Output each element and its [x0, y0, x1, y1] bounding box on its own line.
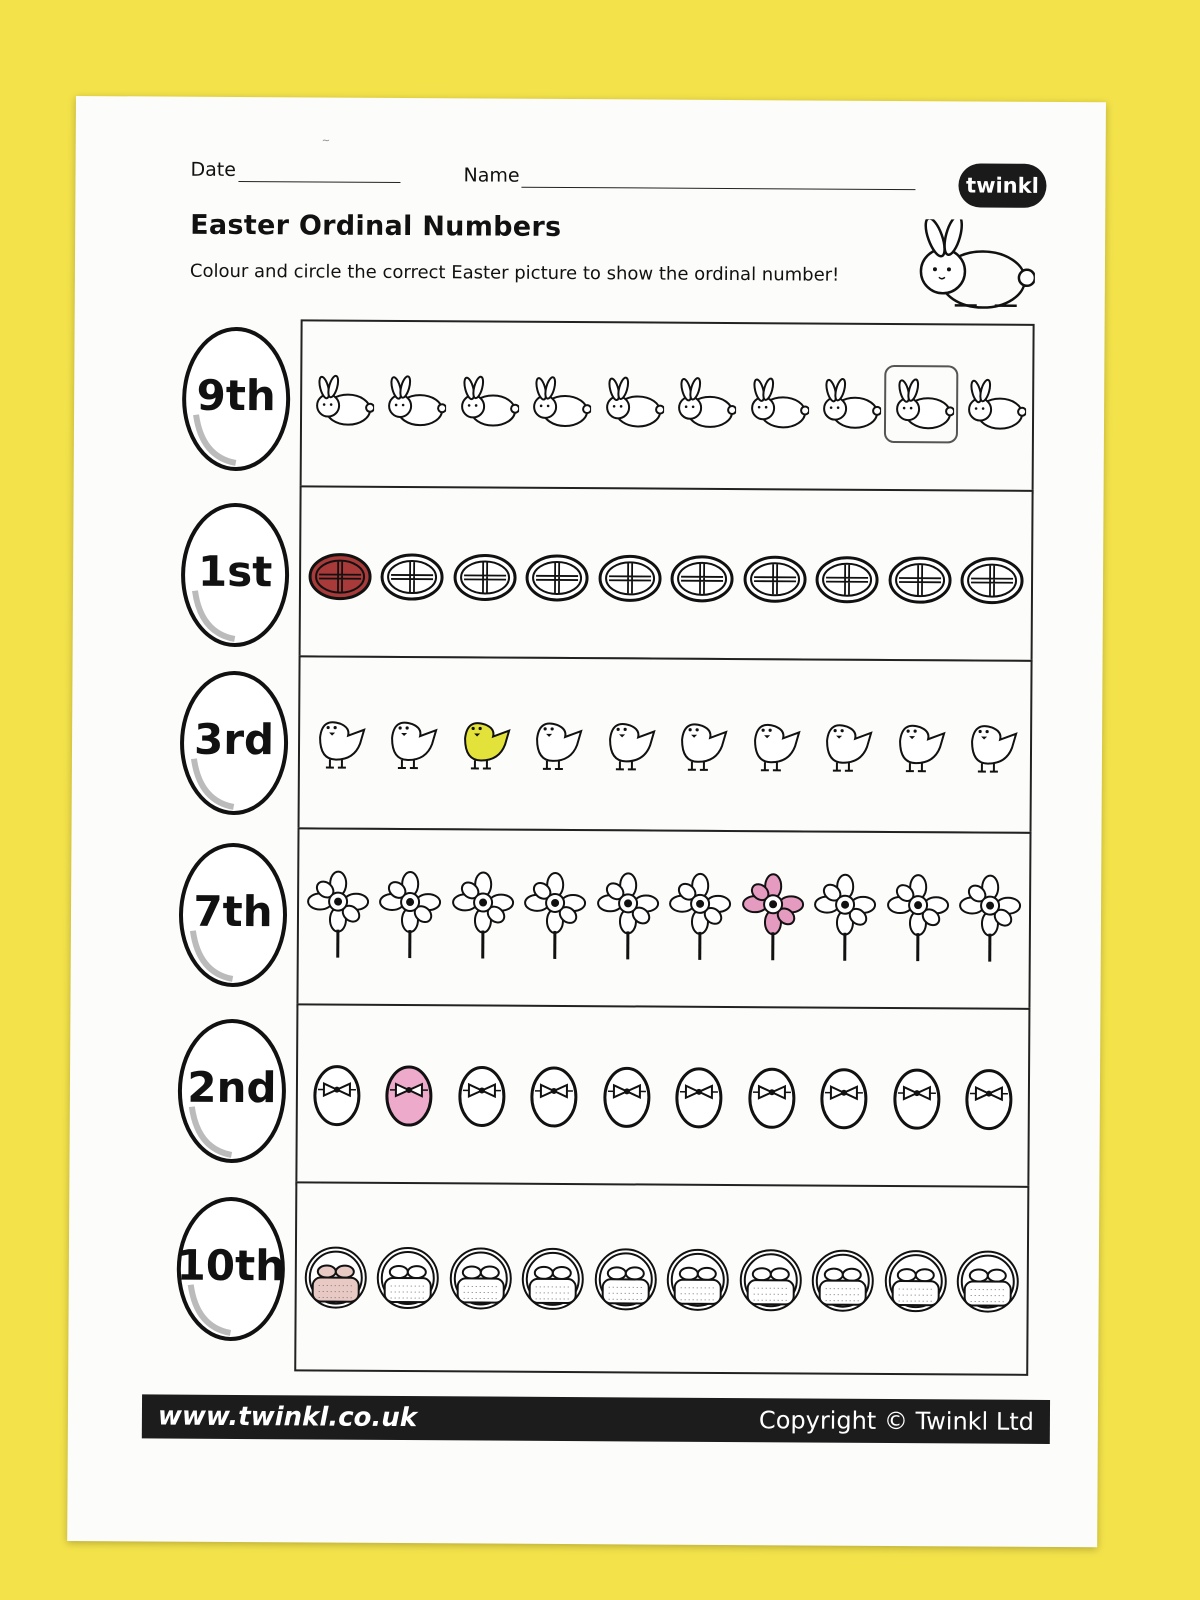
ordinal-label: 3rd: [193, 714, 275, 765]
basket-icon[interactable]: [810, 1243, 876, 1313]
daffodil-icon[interactable]: [884, 873, 951, 963]
bunny-icon[interactable]: [453, 366, 519, 436]
worksheet-title: Easter Ordinal Numbers: [190, 209, 562, 243]
name-field[interactable]: [521, 187, 915, 190]
chick-icon[interactable]: [306, 701, 372, 771]
hot-cross-bun-icon[interactable]: [452, 542, 518, 612]
row-3: [172, 663, 1033, 820]
easter-egg-icon[interactable]: [304, 1059, 370, 1129]
easter-egg-icon[interactable]: [449, 1060, 515, 1130]
hot-cross-bun-icon[interactable]: [959, 545, 1025, 615]
hot-cross-bun-icon[interactable]: [814, 545, 880, 615]
name-label: Name: [463, 164, 520, 187]
picture-row-box: [296, 827, 1031, 1011]
twinkl-logo: twinkl: [958, 163, 1046, 208]
pencil-scribble: ~: [321, 135, 331, 147]
easter-egg-icon[interactable]: [956, 1063, 1022, 1133]
daffodil-icon[interactable]: [305, 869, 372, 959]
instruction-text: Colour and circle the correct Easter picture to show the ordinal number!: [189, 260, 840, 286]
ordinal-label: 1st: [197, 546, 273, 597]
bunny-icon[interactable]: [887, 369, 953, 439]
row-1: [174, 319, 1035, 476]
easter-egg-icon[interactable]: [883, 1063, 949, 1133]
daffodil-icon[interactable]: [667, 872, 734, 962]
easter-egg-icon[interactable]: [666, 1062, 732, 1132]
picture-set: [303, 1239, 1021, 1313]
chick-icon[interactable]: [523, 703, 589, 773]
date-label: Date: [190, 158, 237, 181]
worksheet: [67, 96, 1106, 1547]
picture-row-box: [300, 319, 1035, 493]
bunny-icon[interactable]: [815, 369, 881, 439]
hot-cross-bun-icon[interactable]: [886, 545, 952, 615]
daffodil-icon[interactable]: [522, 871, 589, 961]
picture-set: [307, 541, 1025, 615]
chick-icon[interactable]: [813, 705, 879, 775]
bunny-icon[interactable]: [960, 369, 1026, 439]
hot-cross-bun-icon[interactable]: [524, 543, 590, 613]
picture-row-box: [298, 655, 1033, 833]
chick-icon[interactable]: [885, 705, 951, 775]
picture-set: [308, 365, 1026, 439]
basket-icon[interactable]: [882, 1243, 948, 1313]
bunny-icon[interactable]: [670, 368, 736, 438]
basket-icon[interactable]: [955, 1243, 1021, 1313]
hot-cross-bun-icon[interactable]: [307, 541, 373, 611]
basket-icon[interactable]: [592, 1241, 658, 1311]
hot-cross-bun-icon[interactable]: [379, 542, 445, 612]
easter-egg-icon[interactable]: [811, 1063, 877, 1133]
bunny-icon[interactable]: [525, 367, 591, 437]
row-5: [169, 1011, 1030, 1168]
daffodil-icon[interactable]: [450, 870, 517, 960]
daffodil-icon[interactable]: [812, 873, 879, 963]
footer-url: www.twinkl.co.uk: [157, 1401, 418, 1434]
easter-egg-icon[interactable]: [376, 1060, 442, 1130]
chick-icon[interactable]: [958, 705, 1024, 775]
basket-icon[interactable]: [375, 1240, 441, 1310]
easter-egg-icon[interactable]: [593, 1061, 659, 1131]
picture-row-box: [294, 1181, 1029, 1375]
chick-icon[interactable]: [378, 702, 444, 772]
basket-icon[interactable]: [520, 1241, 586, 1311]
chick-icon[interactable]: [668, 704, 734, 774]
picture-set: [306, 701, 1024, 775]
hot-cross-bun-icon[interactable]: [741, 544, 807, 614]
bunny-icon[interactable]: [598, 367, 664, 437]
bunny-icon[interactable]: [380, 366, 446, 436]
basket-icon[interactable]: [665, 1242, 731, 1312]
basket-icon[interactable]: [303, 1239, 369, 1309]
bunny-icon[interactable]: [308, 365, 374, 435]
daffodil-icon[interactable]: [594, 871, 661, 961]
basket-icon[interactable]: [447, 1240, 513, 1310]
hot-cross-bun-icon[interactable]: [669, 544, 735, 614]
ordinal-label: 2nd: [187, 1062, 277, 1113]
picture-set: [305, 869, 1024, 963]
date-field[interactable]: [238, 181, 400, 183]
ordinal-label: 9th: [196, 370, 276, 421]
basket-icon[interactable]: [737, 1242, 803, 1312]
ordinal-label: 10th: [176, 1240, 286, 1291]
daffodil-icon[interactable]: [377, 870, 444, 960]
chick-icon[interactable]: [596, 703, 662, 773]
chick-icon[interactable]: [740, 704, 806, 774]
daffodil-icon[interactable]: [739, 872, 806, 962]
easter-egg-icon[interactable]: [738, 1062, 804, 1132]
picture-set: [304, 1059, 1022, 1133]
footer-bar: [142, 1394, 1050, 1444]
picture-row-box: [299, 485, 1034, 661]
row-4: [171, 835, 1032, 992]
bunny-icon[interactable]: [743, 368, 809, 438]
row-6: [168, 1189, 1029, 1346]
daffodil-icon[interactable]: [957, 873, 1024, 963]
hot-cross-bun-icon[interactable]: [597, 543, 663, 613]
bunny-illustration-icon: [905, 219, 1036, 319]
easter-egg-icon[interactable]: [521, 1061, 587, 1131]
row-2: [173, 495, 1034, 652]
chick-icon[interactable]: [451, 702, 517, 772]
footer-copyright: Copyright © Twinkl Ltd: [758, 1406, 1035, 1436]
picture-row-box: [295, 1003, 1030, 1189]
ordinal-label: 7th: [193, 886, 273, 937]
